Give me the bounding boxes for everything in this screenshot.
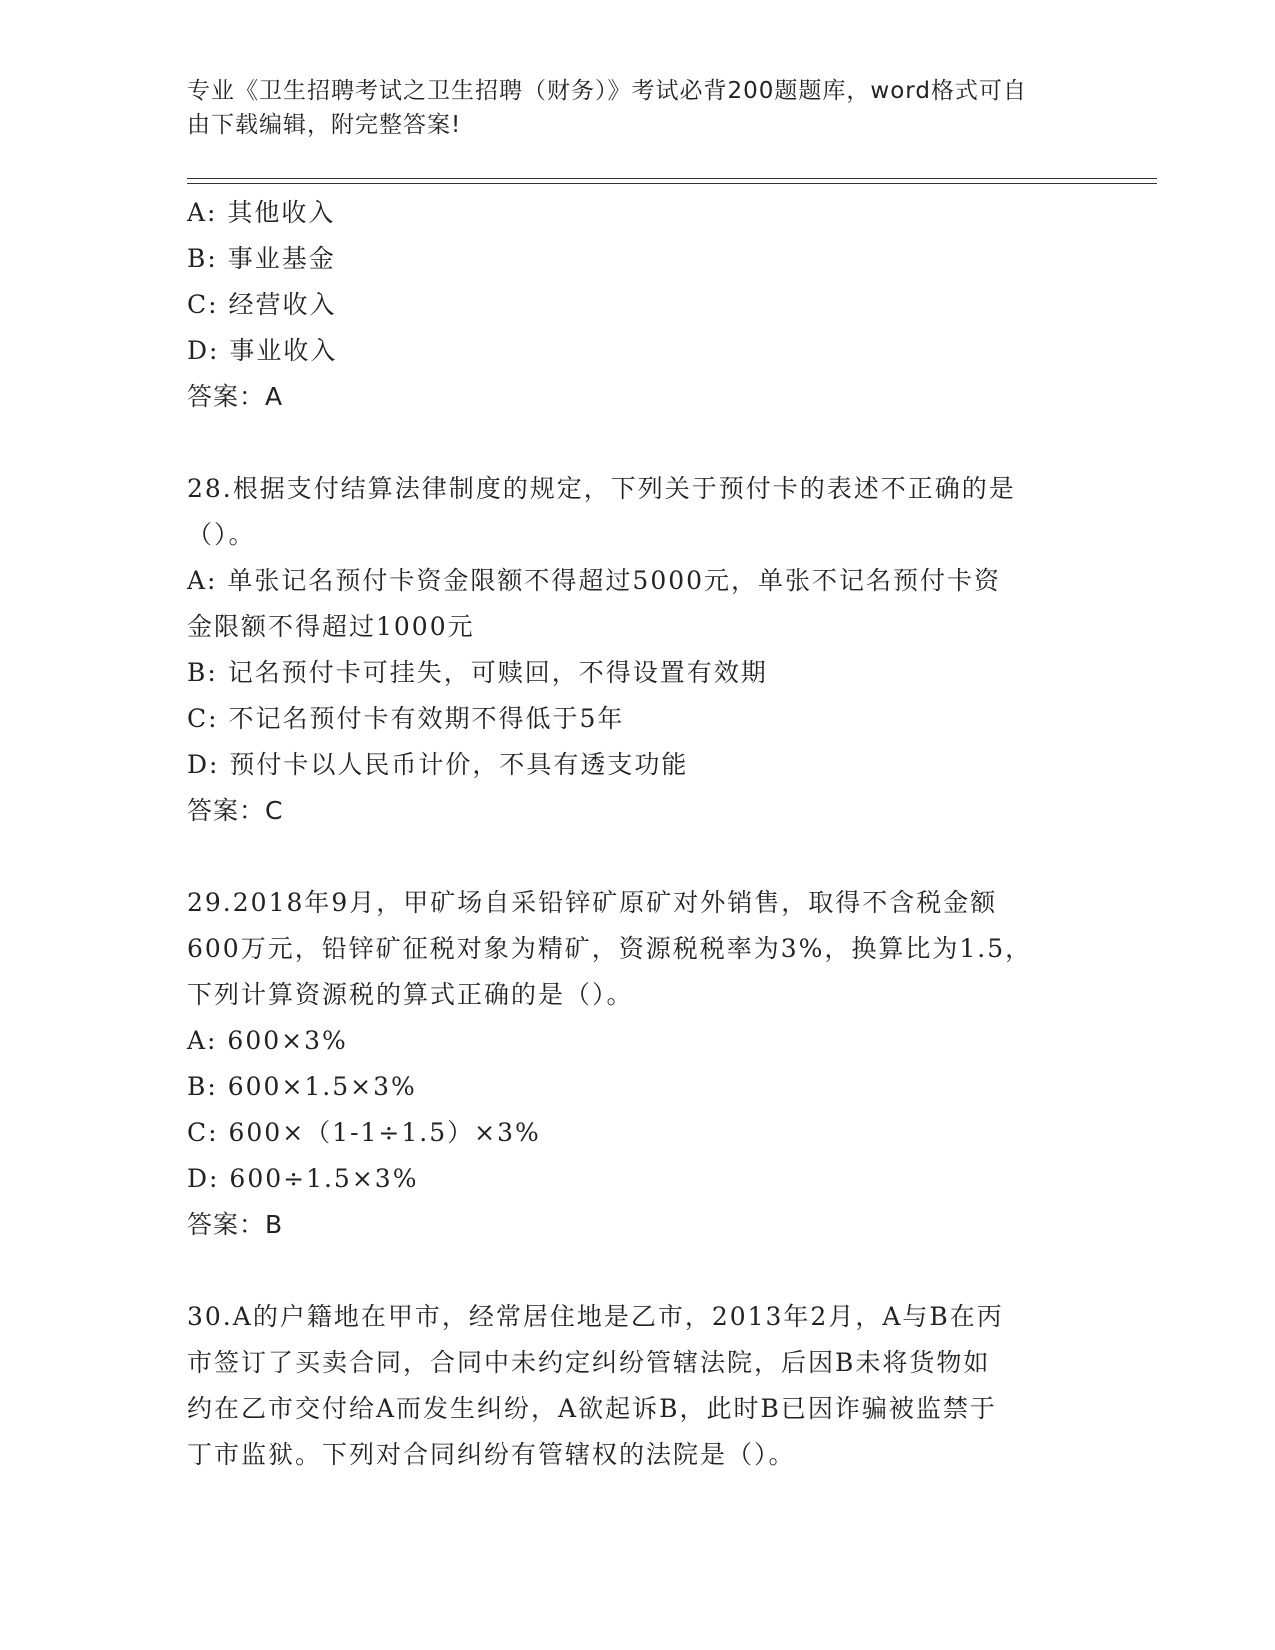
question-stem-line: 下列计算资源税的算式正确的是（）。 [187, 980, 634, 1009]
option-a: A: 单张记名预付卡资金限额不得超过5000元，单张不记名预付卡资 [187, 566, 1002, 595]
header-divider-top [187, 178, 1157, 179]
option-c: C: 600×（1-1÷1.5）×3% [187, 1118, 541, 1147]
question-stem-line: 市签订了买卖合同，合同中未约定纠纷管辖法院，后因B未将货物如 [187, 1348, 991, 1377]
option-b: B: 记名预付卡可挂失，可赎回，不得设置有效期 [187, 658, 768, 687]
spacer [187, 1248, 1087, 1294]
question-28 [187, 466, 1087, 834]
option-b: B: 事业基金 [187, 244, 336, 273]
spacer [187, 420, 1087, 466]
document-body [187, 190, 1087, 1478]
answer-line: 答案：A [187, 382, 284, 411]
header-line-1: 专业《卫生招聘考试之卫生招聘（财务）》考试必背200题题库，word格式可自 [187, 78, 1027, 104]
spacer [187, 834, 1087, 880]
header-line-2: 由下载编辑，附完整答案! [187, 112, 462, 138]
option-a-continued: 金限额不得超过1000元 [187, 612, 475, 641]
question-stem-line: 600万元，铅锌矿征税对象为精矿，资源税税率为3%，换算比为1.5， [187, 934, 1033, 963]
question-stem-line: 30.A的户籍地在甲市，经常居住地是乙市，2013年2月，A与B在丙 [187, 1302, 1004, 1331]
option-d: D: 预付卡以人民币计价，不具有透支功能 [187, 750, 689, 779]
question-27-options [187, 190, 1087, 420]
answer-line: 答案：B [187, 1210, 284, 1239]
answer-line: 答案：C [187, 796, 284, 825]
question-29 [187, 880, 1087, 1248]
option-a: A: 600×3% [187, 1026, 348, 1055]
question-stem-line: 28.根据支付结算法律制度的规定，下列关于预付卡的表述不正确的是 [187, 474, 1016, 503]
question-stem-line: 约在乙市交付给A而发生纠纷，A欲起诉B，此时B已因诈骗被监禁于 [187, 1394, 997, 1423]
option-a: A: 其他收入 [187, 198, 336, 227]
question-stem-line: 丁市监狱。下列对合同纠纷有管辖权的法院是（）。 [187, 1440, 796, 1469]
option-c: C: 不记名预付卡有效期不得低于5年 [187, 704, 625, 733]
option-d: D: 事业收入 [187, 336, 338, 365]
question-stem-line: （）。 [187, 520, 256, 549]
document-header [187, 74, 1067, 142]
question-stem-line: 29.2018年9月，甲矿场自采铅锌矿原矿对外销售，取得不含税金额 [187, 888, 998, 917]
option-b: B: 600×1.5×3% [187, 1072, 417, 1101]
header-divider-bottom [187, 183, 1157, 184]
option-c: C: 经营收入 [187, 290, 337, 319]
question-30 [187, 1294, 1087, 1478]
option-d: D: 600÷1.5×3% [187, 1164, 419, 1193]
